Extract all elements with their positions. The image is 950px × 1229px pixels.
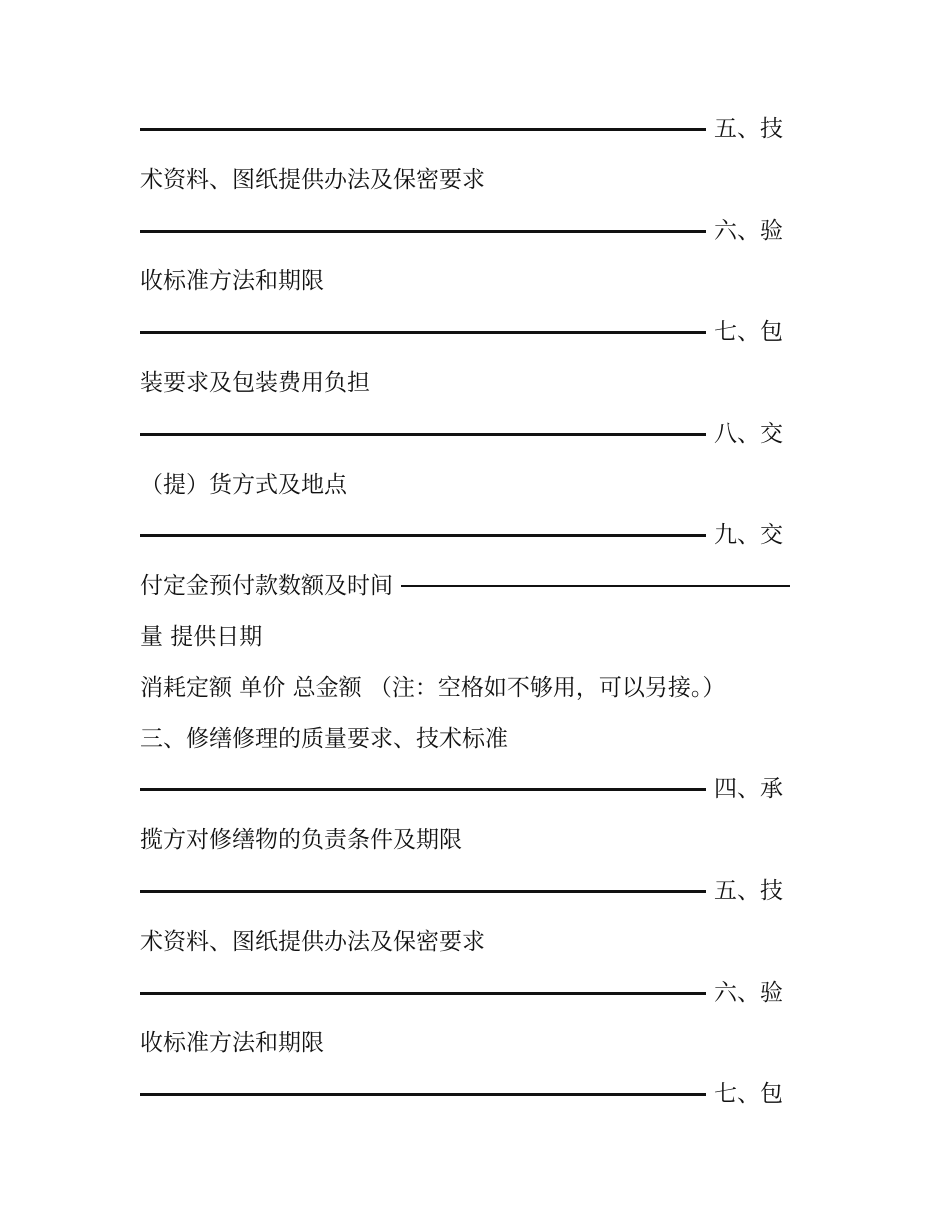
fill-in-blank-rule <box>140 1093 706 1096</box>
line-text: 六、验 <box>714 980 783 1006</box>
line-text: 八、交 <box>714 421 783 447</box>
line-text: 七、包 <box>714 319 783 345</box>
fill-in-blank-rule <box>140 433 706 436</box>
line-text: 五、技 <box>714 878 783 904</box>
text-line <box>140 368 790 398</box>
blank-line <box>140 419 790 449</box>
blank-line <box>140 978 790 1008</box>
line-text: 三、修缮修理的质量要求、技术标准 <box>140 726 508 752</box>
fill-in-blank-rule <box>140 128 706 131</box>
blank-line <box>140 216 790 246</box>
fill-in-blank-rule <box>140 788 706 791</box>
fill-in-blank-rule <box>140 230 706 233</box>
text-line <box>140 825 790 855</box>
text-line <box>140 724 790 754</box>
line-text: 五、技 <box>714 116 783 142</box>
fill-in-blank-rule <box>140 331 706 334</box>
text-line <box>140 1028 790 1058</box>
blank-line <box>140 774 790 804</box>
fill-in-blank-rule <box>140 992 706 995</box>
text-line <box>140 266 790 296</box>
blank-line <box>140 1079 790 1109</box>
text-line <box>140 927 790 957</box>
line-text: 四、承 <box>714 776 783 802</box>
fill-in-blank-rule <box>140 534 706 537</box>
text-line <box>140 470 790 500</box>
fill-in-blank-rule <box>140 890 706 893</box>
line-text: 收标准方法和期限 <box>140 268 324 294</box>
line-text: 消耗定额 单价 总金额 （注：空格如不够用，可以另接。） <box>140 675 726 701</box>
blank-line <box>140 520 790 550</box>
line-text: 揽方对修缮物的负责条件及期限 <box>140 827 462 853</box>
line-text: 术资料、图纸提供办法及保密要求 <box>140 929 485 955</box>
blank-line <box>140 114 790 144</box>
blank-line <box>140 571 790 601</box>
line-text: 付定金预付款数额及时间 <box>140 573 393 599</box>
text-line <box>140 165 790 195</box>
blank-line <box>140 317 790 347</box>
line-text: 收标准方法和期限 <box>140 1030 324 1056</box>
line-text: （提）货方式及地点 <box>140 472 347 498</box>
line-text: 装要求及包装费用负担 <box>140 370 370 396</box>
line-text: 七、包 <box>714 1081 783 1107</box>
line-text: 九、交 <box>714 522 783 548</box>
text-line <box>140 622 790 652</box>
text-line <box>140 673 790 703</box>
line-text: 术资料、图纸提供办法及保密要求 <box>140 167 485 193</box>
line-text: 六、验 <box>714 218 783 244</box>
fill-in-blank-rule <box>401 585 790 587</box>
blank-line <box>140 876 790 906</box>
line-text: 量 提供日期 <box>140 624 263 650</box>
